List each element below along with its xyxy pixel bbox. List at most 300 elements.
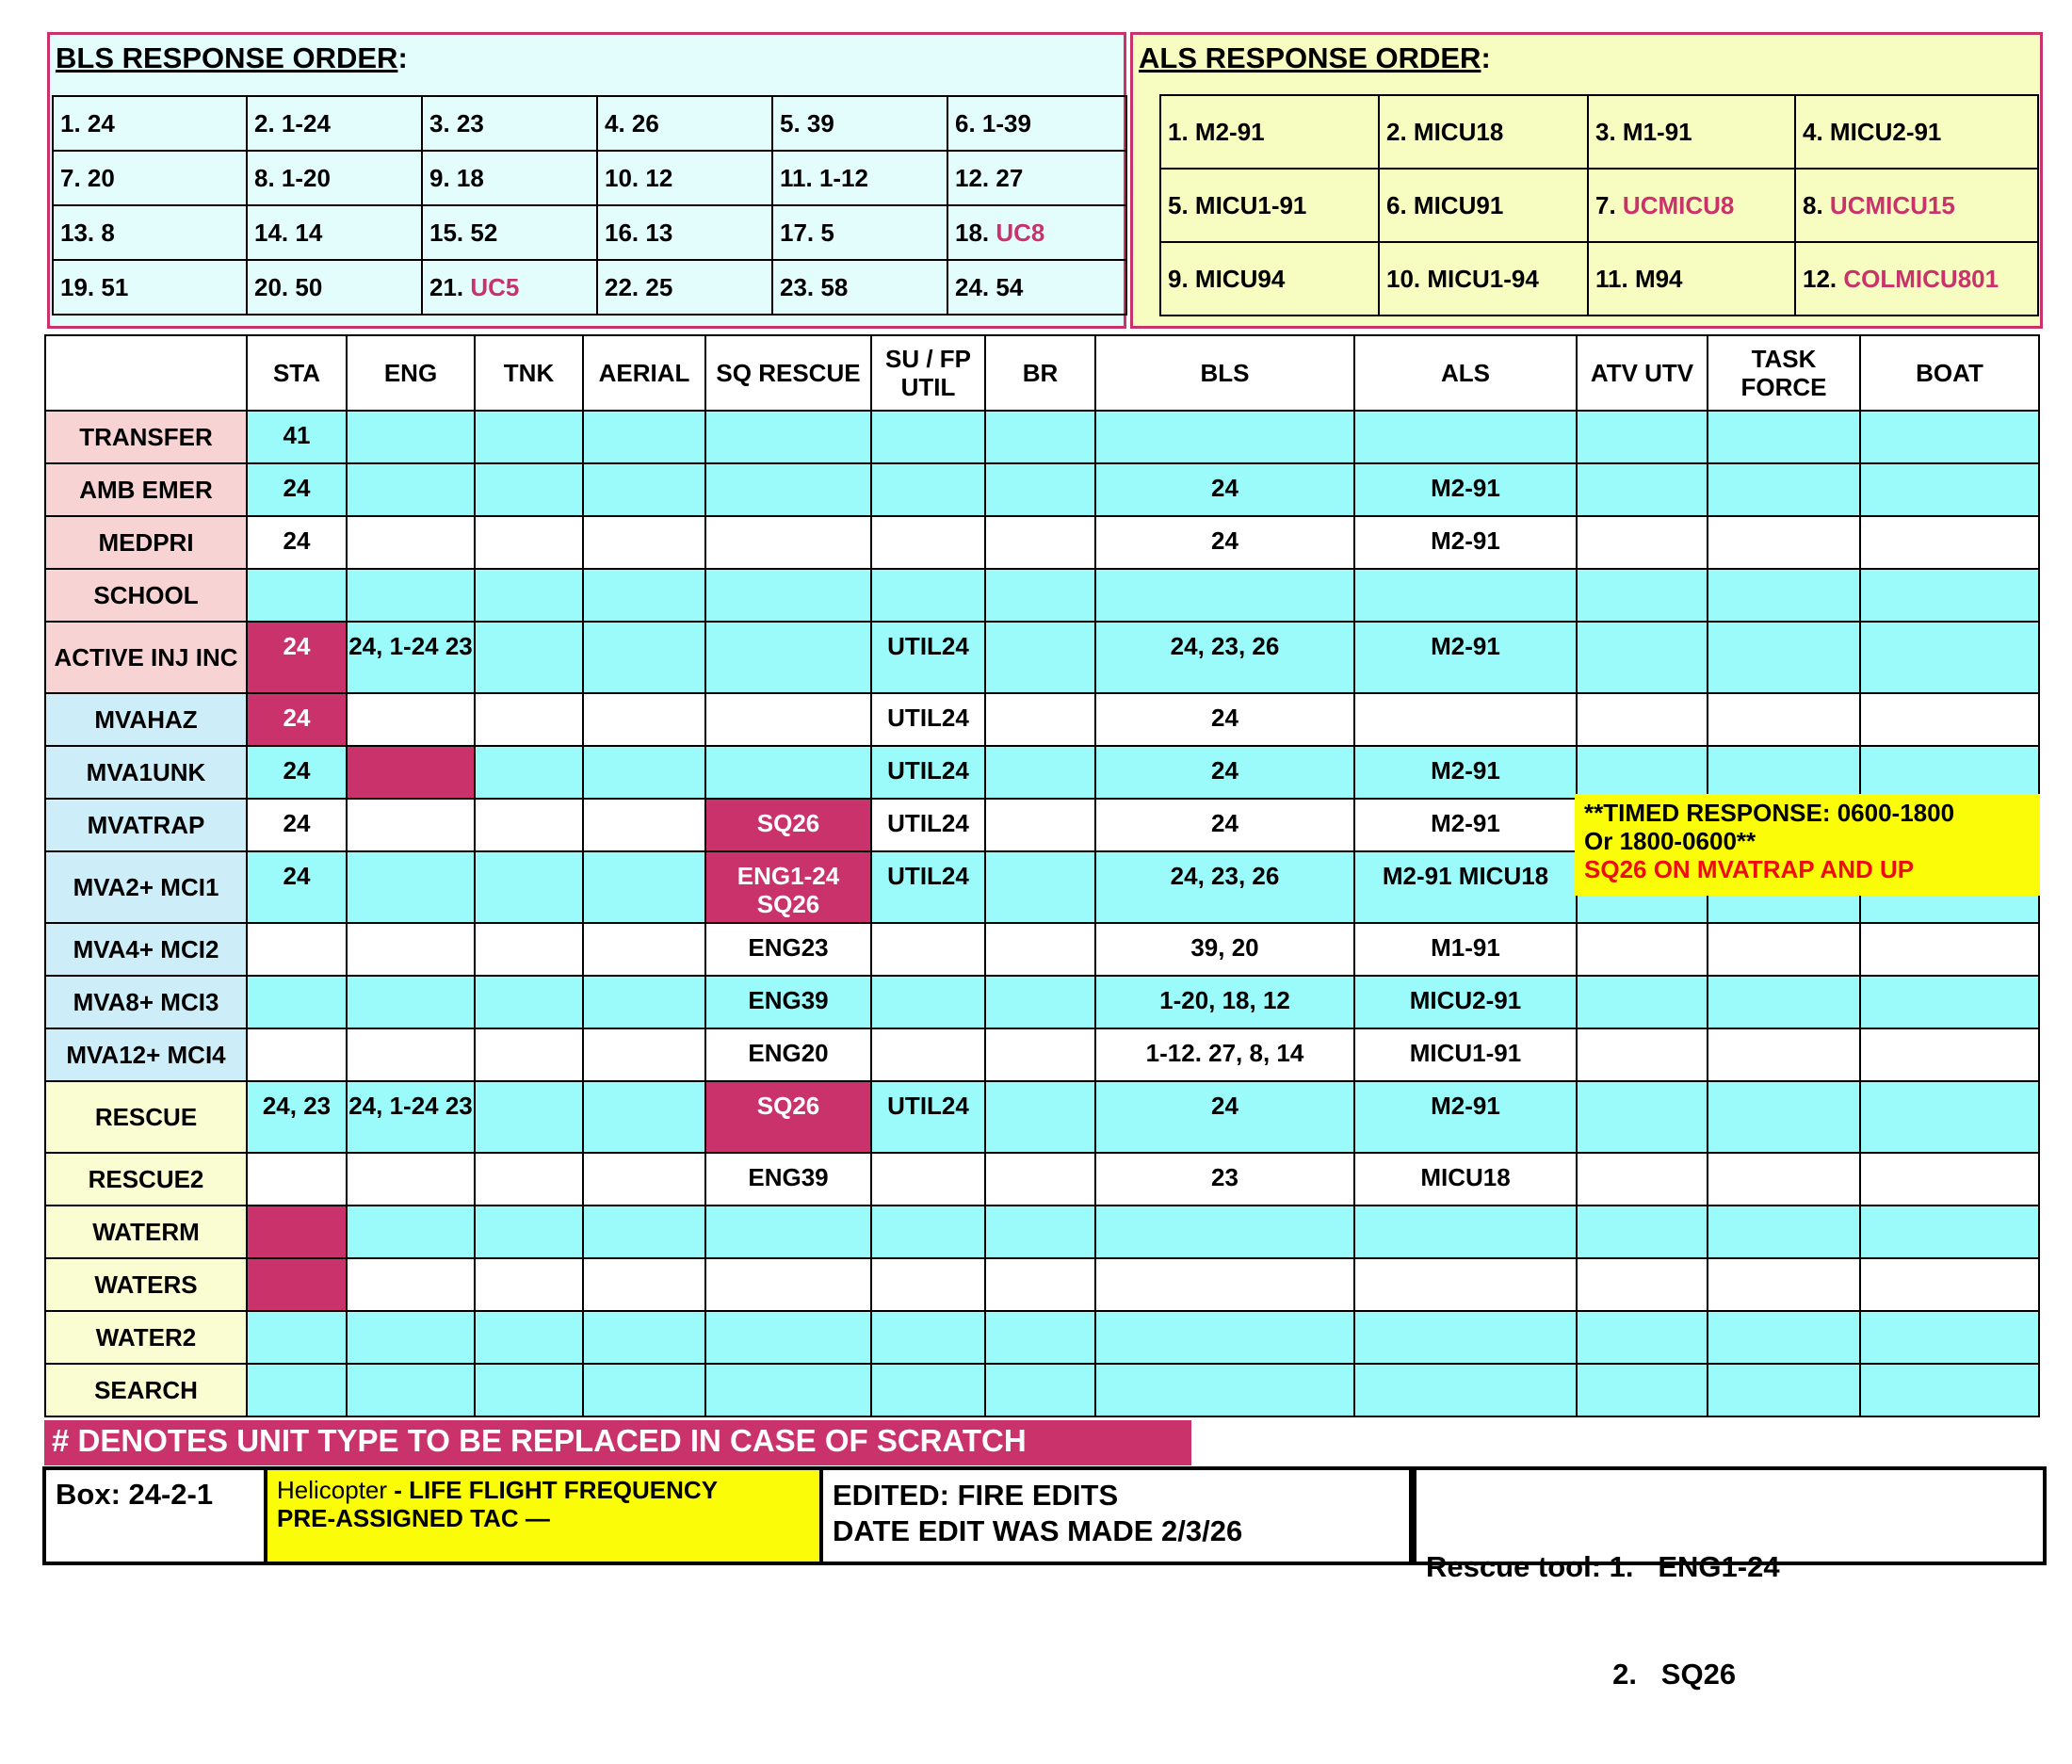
call-type-label: RESCUE2: [45, 1153, 247, 1206]
grid-cell: MICU1-91: [1354, 1028, 1577, 1081]
grid-cell: [871, 516, 985, 569]
bls-order-cell: [53, 260, 247, 315]
column-header: BOAT: [1860, 335, 2039, 411]
bls-order-cell: [422, 96, 597, 151]
grid-cell: [871, 569, 985, 622]
grid-cell: [475, 1081, 583, 1153]
order-number: 20.: [254, 272, 296, 301]
grid-cell: [583, 516, 705, 569]
grid-cell: [1354, 1206, 1577, 1258]
grid-cell: 24: [1095, 693, 1354, 746]
bls-order-cell: [772, 151, 947, 205]
grid-cell: [871, 1258, 985, 1311]
grid-cell: [871, 1028, 985, 1081]
grid-cell: 1-20, 18, 12: [1095, 976, 1354, 1028]
grid-cell: [1860, 923, 2039, 976]
order-number: 12.: [955, 163, 996, 192]
grid-cell: [583, 1258, 705, 1311]
grid-cell: [347, 976, 475, 1028]
grid-row: [45, 1311, 2039, 1364]
als-order-cell: [1160, 242, 1379, 316]
order-number: 11.: [1595, 264, 1635, 293]
order-number: 5.: [1168, 190, 1195, 219]
order-number: 1.: [60, 108, 88, 138]
grid-cell: [705, 516, 871, 569]
grid-cell: [1708, 516, 1860, 569]
unit-name: MICU2-91: [1829, 117, 1942, 146]
grid-cell: [985, 1364, 1095, 1416]
grid-cell: [347, 923, 475, 976]
grid-cell: UTIL24: [871, 746, 985, 799]
grid-cell: 24: [247, 516, 347, 569]
order-number: 10.: [605, 163, 646, 192]
grid-cell: [247, 923, 347, 976]
unit-name: 5: [820, 218, 834, 247]
als-order-cell: [1379, 242, 1588, 316]
edit-date: DATE EDIT WAS MADE 2/3/26: [833, 1514, 1243, 1547]
bls-order-cell: [597, 205, 772, 260]
order-number: 17.: [780, 218, 821, 247]
grid-cell: [1354, 411, 1577, 463]
helicopter-label: Helicopter: [277, 1476, 395, 1504]
als-order-row: [1160, 242, 2038, 316]
grid-cell: [1095, 1311, 1354, 1364]
grid-cell: [583, 569, 705, 622]
grid-cell: [1577, 746, 1708, 799]
grid-cell: [705, 569, 871, 622]
unit-name: 54: [996, 272, 1024, 301]
grid-cell: [985, 1311, 1095, 1364]
call-type-label: MVA4+ MCI2: [45, 923, 247, 976]
edit-info: [823, 1470, 1416, 1562]
order-number: 8.: [254, 163, 282, 192]
bls-order-cell: [53, 205, 247, 260]
grid-cell: [871, 1153, 985, 1206]
grid-cell: [705, 1311, 871, 1364]
grid-cell: [1860, 746, 2039, 799]
grid-cell: [1095, 1258, 1354, 1311]
call-type-label: MVA12+ MCI4: [45, 1028, 247, 1081]
grid-cell: [1708, 1028, 1860, 1081]
column-header: AERIAL: [583, 335, 705, 411]
als-order-table: [1159, 94, 2039, 316]
bls-order-cell: [53, 96, 247, 151]
grid-cell: [583, 799, 705, 851]
grid-row: [45, 1364, 2039, 1416]
grid-cell: [1860, 1028, 2039, 1081]
grid-cell: [347, 1206, 475, 1258]
grid-cell: [475, 463, 583, 516]
grid-cell: [583, 693, 705, 746]
order-number: 22.: [605, 272, 646, 301]
box-number: Box: 24-2-1: [46, 1470, 267, 1562]
grid-cell: [475, 923, 583, 976]
grid-row: [45, 1081, 2039, 1153]
grid-cell: [871, 976, 985, 1028]
grid-cell: [985, 1206, 1095, 1258]
order-number: 8.: [1803, 190, 1830, 219]
bls-order-row: [53, 151, 1126, 205]
grid-cell: M2-91: [1354, 622, 1577, 693]
grid-cell: ENG39: [705, 1153, 871, 1206]
call-type-label: WATERM: [45, 1206, 247, 1258]
grid-cell: [583, 1364, 705, 1416]
order-number: 3.: [429, 108, 457, 138]
grid-cell: ENG39: [705, 976, 871, 1028]
grid-cell: [1577, 569, 1708, 622]
grid-cell: M2-91: [1354, 463, 1577, 516]
note-line-3: SQ26 ON MVATRAP AND UP: [1584, 855, 1915, 883]
unit-name: 12: [645, 163, 673, 192]
grid-cell: [583, 1206, 705, 1258]
grid-cell: [985, 976, 1095, 1028]
grid-cell: [1860, 976, 2039, 1028]
grid-cell: M2-91: [1354, 1081, 1577, 1153]
grid-cell: [1708, 693, 1860, 746]
bls-order-cell: [947, 151, 1126, 205]
grid-cell: [985, 1081, 1095, 1153]
unit-name: 39: [806, 108, 834, 138]
grid-cell: [583, 1081, 705, 1153]
grid-cell: [475, 1028, 583, 1081]
grid-cell: [1577, 923, 1708, 976]
grid-row: [45, 516, 2039, 569]
unit-name: 18: [456, 163, 484, 192]
bls-order-row: [53, 96, 1126, 151]
grid-cell: [705, 1206, 871, 1258]
grid-cell: M2-91: [1354, 799, 1577, 851]
grid-cell: [1577, 411, 1708, 463]
grid-cell: [1708, 463, 1860, 516]
order-number: 1.: [1168, 117, 1195, 146]
grid-cell: [871, 1311, 985, 1364]
grid-cell: [247, 976, 347, 1028]
grid-cell: [347, 799, 475, 851]
grid-cell: [1354, 1364, 1577, 1416]
grid-cell: [347, 463, 475, 516]
grid-cell: [475, 1364, 583, 1416]
grid-cell: [583, 411, 705, 463]
grid-cell: [1095, 1364, 1354, 1416]
unit-name: 13: [645, 218, 673, 247]
grid-cell: [347, 1258, 475, 1311]
order-number: 9.: [1168, 264, 1195, 293]
grid-cell: [1708, 1206, 1860, 1258]
grid-row: [45, 1153, 2039, 1206]
bls-order-row: [53, 205, 1126, 260]
als-title: ALS RESPONSE ORDER:: [1139, 41, 1491, 74]
grid-cell: [985, 463, 1095, 516]
grid-cell: [583, 923, 705, 976]
grid-cell: [247, 1028, 347, 1081]
grid-cell: 24: [1095, 516, 1354, 569]
order-number: 6.: [955, 108, 982, 138]
call-type-label: WATERS: [45, 1258, 247, 1311]
grid-row: [45, 622, 2039, 693]
order-number: 12.: [1803, 264, 1844, 293]
call-type-label: MVA1UNK: [45, 746, 247, 799]
grid-cell: [1354, 569, 1577, 622]
helicopter-info: [267, 1470, 823, 1562]
bls-order-cell: [772, 205, 947, 260]
unit-name: 26: [631, 108, 659, 138]
grid-cell: [475, 569, 583, 622]
unit-name: COLMICU801: [1843, 264, 1999, 293]
als-order-cell: [1795, 169, 2038, 242]
grid-cell: [1577, 1153, 1708, 1206]
order-number: 9.: [429, 163, 457, 192]
grid-cell: [347, 569, 475, 622]
bls-order-cell: [247, 205, 422, 260]
grid-cell: 24: [247, 693, 347, 746]
grid-cell: [347, 746, 475, 799]
grid-cell: [583, 463, 705, 516]
grid-cell: [705, 693, 871, 746]
grid-cell: [247, 569, 347, 622]
grid-cell: [985, 1028, 1095, 1081]
grid-cell: [1860, 411, 2039, 463]
grid-cell: [1860, 569, 2039, 622]
call-type-label: SCHOOL: [45, 569, 247, 622]
order-number: 5.: [780, 108, 807, 138]
note-line-1: **TIMED RESPONSE: 0600-1800: [1584, 799, 1955, 827]
grid-cell: 23: [1095, 1153, 1354, 1206]
unit-name: 58: [820, 272, 849, 301]
edited-by: EDITED: FIRE EDITS: [833, 1479, 1119, 1512]
grid-cell: [871, 923, 985, 976]
grid-cell: [1708, 1081, 1860, 1153]
grid-row: [45, 693, 2039, 746]
order-number: 18.: [955, 218, 996, 247]
grid-cell: [347, 1364, 475, 1416]
column-header: [45, 335, 247, 411]
grid-cell: UTIL24: [871, 799, 985, 851]
grid-cell: [985, 693, 1095, 746]
grid-cell: [1860, 1153, 2039, 1206]
unit-name: MICU91: [1413, 190, 1504, 219]
grid-cell: [247, 1311, 347, 1364]
unit-name: 8: [101, 218, 115, 247]
als-order-row: [1160, 169, 2038, 242]
grid-cell: 24, 23: [247, 1081, 347, 1153]
grid-cell: [1860, 463, 2039, 516]
order-number: 14.: [254, 218, 296, 247]
column-header: BR: [985, 335, 1095, 411]
grid-cell: [985, 799, 1095, 851]
unit-name: UCMICU8: [1622, 190, 1735, 219]
als-order-cell: [1795, 242, 2038, 316]
grid-cell: [985, 569, 1095, 622]
column-header: ALS: [1354, 335, 1577, 411]
bls-response-order-panel: [47, 32, 1126, 329]
grid-cell: [347, 693, 475, 746]
grid-cell: [871, 411, 985, 463]
als-order-cell: [1795, 95, 2038, 169]
grid-cell: [1577, 463, 1708, 516]
order-number: 24.: [955, 272, 996, 301]
grid-row: [45, 463, 2039, 516]
grid-cell: [1095, 569, 1354, 622]
grid-cell: [347, 516, 475, 569]
grid-cell: SQ26: [705, 799, 871, 851]
grid-cell: [1577, 1364, 1708, 1416]
grid-cell: MICU2-91: [1354, 976, 1577, 1028]
unit-name: 50: [295, 272, 323, 301]
grid-cell: [1577, 516, 1708, 569]
order-number: 6.: [1386, 190, 1414, 219]
grid-cell: [1708, 569, 1860, 622]
unit-name: 52: [470, 218, 498, 247]
grid-cell: 39, 20: [1095, 923, 1354, 976]
grid-cell: [475, 411, 583, 463]
grid-cell: [1860, 1364, 2039, 1416]
grid-cell: 24: [1095, 746, 1354, 799]
unit-name: 23: [456, 108, 484, 138]
bls-order-cell: [947, 96, 1126, 151]
grid-cell: UTIL24: [871, 1081, 985, 1153]
order-number: 11.: [780, 163, 819, 192]
grid-cell: [1095, 1206, 1354, 1258]
grid-cell: [1860, 1081, 2039, 1153]
unit-name: 20: [87, 163, 115, 192]
grid-cell: ENG20: [705, 1028, 871, 1081]
grid-cell: [475, 799, 583, 851]
grid-cell: M2-91: [1354, 516, 1577, 569]
grid-cell: [1708, 746, 1860, 799]
call-type-label: MVA2+ MCI1: [45, 851, 247, 923]
grid-cell: [1860, 622, 2039, 693]
grid-cell: UTIL24: [871, 622, 985, 693]
order-number: 23.: [780, 272, 821, 301]
als-order-cell: [1160, 95, 1379, 169]
grid-row: [45, 1028, 2039, 1081]
unit-name: 51: [101, 272, 129, 301]
grid-cell: [705, 1364, 871, 1416]
grid-cell: 24: [1095, 799, 1354, 851]
bls-order-cell: [422, 151, 597, 205]
grid-cell: [347, 411, 475, 463]
grid-cell: [1708, 1258, 1860, 1311]
grid-cell: [583, 976, 705, 1028]
order-number: 7.: [60, 163, 88, 192]
call-type-label: TRANSFER: [45, 411, 247, 463]
grid-cell: 1-12. 27, 8, 14: [1095, 1028, 1354, 1081]
order-number: 7.: [1595, 190, 1623, 219]
unit-name: 27: [996, 163, 1024, 192]
grid-cell: ENG1-24 SQ26: [705, 851, 871, 923]
grid-row: [45, 746, 2039, 799]
unit-name: 24: [87, 108, 115, 138]
grid-cell: 24: [247, 463, 347, 516]
grid-cell: [1860, 693, 2039, 746]
scratch-legend-bar: # DENOTES UNIT TYPE TO BE REPLACED IN CASE OF SCRATCH: [44, 1420, 1191, 1465]
grid-cell: [583, 851, 705, 923]
grid-cell: [1577, 1258, 1708, 1311]
order-number: 3.: [1595, 117, 1623, 146]
unit-name: 14: [295, 218, 323, 247]
grid-cell: [1354, 1258, 1577, 1311]
als-order-cell: [1588, 95, 1795, 169]
grid-cell: [985, 622, 1095, 693]
grid-cell: ENG23: [705, 923, 871, 976]
grid-cell: [1577, 622, 1708, 693]
call-type-label: MVATRAP: [45, 799, 247, 851]
grid-cell: 24, 1-24 23: [347, 622, 475, 693]
column-header: ATV UTV: [1577, 335, 1708, 411]
grid-cell: 24, 23, 26: [1095, 622, 1354, 693]
als-order-cell: [1379, 95, 1588, 169]
grid-cell: [1708, 1311, 1860, 1364]
order-number: 4.: [605, 108, 632, 138]
grid-cell: [985, 411, 1095, 463]
unit-name: M94: [1634, 264, 1683, 293]
grid-cell: 24: [247, 851, 347, 923]
grid-cell: [347, 851, 475, 923]
order-number: 19.: [60, 272, 102, 301]
column-header: STA: [247, 335, 347, 411]
grid-cell: [583, 622, 705, 693]
grid-cell: [985, 516, 1095, 569]
grid-cell: [475, 622, 583, 693]
call-type-label: MVA8+ MCI3: [45, 976, 247, 1028]
call-type-label: ACTIVE INJ INC: [45, 622, 247, 693]
grid-cell: [705, 622, 871, 693]
grid-cell: M1-91: [1354, 923, 1577, 976]
grid-cell: [985, 923, 1095, 976]
grid-cell: [583, 746, 705, 799]
grid-cell: MICU18: [1354, 1153, 1577, 1206]
order-number: 16.: [605, 218, 646, 247]
call-type-label: MEDPRI: [45, 516, 247, 569]
order-number: 15.: [429, 218, 471, 247]
grid-cell: [1708, 1364, 1860, 1416]
bls-order-cell: [422, 205, 597, 260]
order-number: 2.: [1386, 117, 1414, 146]
grid-cell: [247, 1258, 347, 1311]
grid-cell: [1577, 693, 1708, 746]
grid-cell: M2-91 MICU18: [1354, 851, 1577, 923]
rescue-tool-1: Rescue tool: 1. ENG1-24: [1426, 1550, 1780, 1583]
bls-order-cell: [422, 260, 597, 315]
column-header: SU / FP UTIL: [871, 335, 985, 411]
grid-cell: [985, 746, 1095, 799]
order-number: 10.: [1386, 264, 1428, 293]
als-order-cell: [1588, 169, 1795, 242]
grid-cell: M2-91: [1354, 746, 1577, 799]
bls-order-cell: [247, 260, 422, 315]
grid-cell: 24: [1095, 463, 1354, 516]
order-number: 4.: [1803, 117, 1830, 146]
grid-cell: [1577, 1081, 1708, 1153]
grid-row: [45, 1258, 2039, 1311]
grid-cell: [1354, 1311, 1577, 1364]
grid-cell: 24: [247, 622, 347, 693]
call-type-label: MVAHAZ: [45, 693, 247, 746]
als-order-row: [1160, 95, 2038, 169]
grid-cell: [247, 1364, 347, 1416]
als-order-cell: [1160, 169, 1379, 242]
unit-name: UCMICU15: [1829, 190, 1955, 219]
bls-order-cell: [947, 205, 1126, 260]
grid-cell: [475, 746, 583, 799]
timed-response-note: [1575, 794, 2040, 896]
bls-order-cell: [597, 260, 772, 315]
grid-cell: [583, 1153, 705, 1206]
call-type-label: AMB EMER: [45, 463, 247, 516]
grid-cell: 41: [247, 411, 347, 463]
order-number: 13.: [60, 218, 102, 247]
grid-cell: SQ26: [705, 1081, 871, 1153]
